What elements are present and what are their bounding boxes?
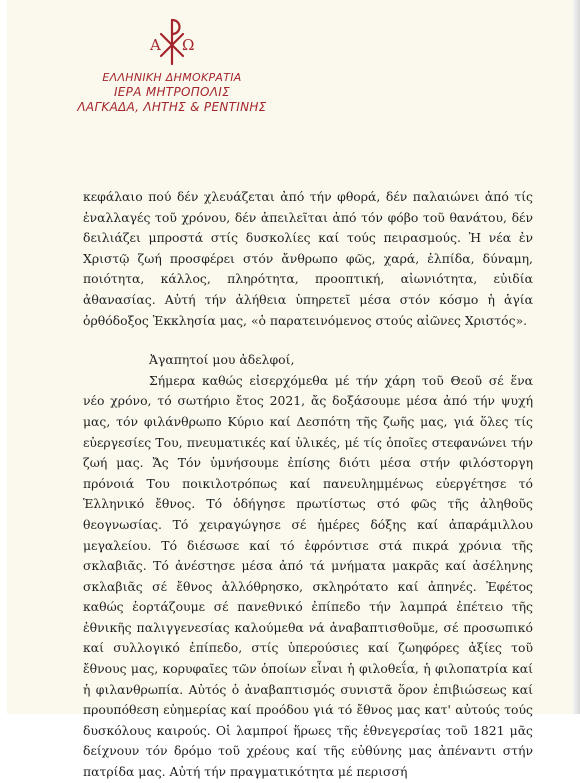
svg-text:Α: Α xyxy=(150,36,161,54)
letterhead-line-2: ΙΕΡΑ ΜΗΤΡΟΠΟΛΙΣ xyxy=(113,85,231,99)
paragraph-1: κεφάλαιο πού δέν χλευάζεται ἀπό τήν φθορά, δέν παλαιώνει ἀπό τίς ἐναλλαγές τοῦ χρόνου, δέν ἀπειλεῖται ἀπό τόν φόβο τοῦ θανάτου, δέν δειλιάζει μπροστά στίς δυσκολίες καί τούς πειρασμούς. Ἡ νέα ἐν Χριστῷ ζωή προσφέρει στόν ἄνθρωπο φῶς, χαρά, ἐλπίδα, δύναμη, ποιότητα, κάλλος, πληρότητα, προοπτική, αἰωνιότητα, εὐιδία ἀθανασίας. Αὐτή τήν ἀλήθεια ὑπηρετεῖ μέσα στόν κόσμο ἡ ἁγία ὀρθόδοξος Ἐκκλησία μας, «ὁ παρατεινόμενος στούς αἰῶνες Χριστός». xyxy=(83,189,533,328)
chi-rho-alpha-omega-icon xyxy=(149,14,195,68)
svg-text:Ω: Ω xyxy=(182,36,195,54)
letterhead-line-3: ΛΑΓΚΑΔΑ, ΛΗΤΗΣ & ΡΕΝΤΙΝΗΣ xyxy=(77,100,267,114)
letter-body xyxy=(83,187,533,783)
letterhead xyxy=(7,14,337,115)
page-edge xyxy=(573,0,580,714)
paragraph-2: Σήμερα καθώς εἰσερχόμεθα μέ τήν χάρη τοῦ Θεοῦ σέ ἕνα νέο χρόνο, τό σωτήριο ἔτος 2021, ἄς δοξάσουμε μέσα ἀπό τήν ψυχή μας, τόν φιλάνθρωπο Κύριο καί Δεσπότη τῆς ζωῆς μας, γιά ὅλες τίς εὐεργεσίες Του, πνευματικές καί ὑλικές, μέ τίς ὁποῖες στεφανώνει τήν ζωή μας. Ἄς Τόν ὑμνήσουμε ἐπίσης διότι μέσα στήν φιλόστοργη πρόνοιά Του ποικιλοτρόπως καί πανευλημμένως εὐεργέτησε τό Ἑλληνικό ἔθνος. Τό ὁδήγησε πρωτίστως στό φῶς τῆς ἀληθοῦς θεογνωσίας. Τό χειραγώγησε σέ ἡμέρες δόξης καί ἀπαράμιλλου μεγαλείου. Τό διέσωσε καί τό ἐφρόντισε στά πικρά χρόνια τῆς σκλαβιᾶς. Τό ἀνέστησε μέσα ἀπό τά μνήματα μακρᾶς καί ἀσέληνης σκλαβιᾶς σέ ἔθνος ἀλλόθρησκο, σκληρότατο καί ἀπηνές. Ἐφέτος καθώς ἑορτάζουμε σέ πανεθνικό ἐπίπεδο τήν λαμπρά ἐπέτειο τῆς ἐθνικῆς παλιγγενεσίας καλούμεθα νά ἀναβαπτισθοῦμε, σέ προσωπικό καί συλλογικό ἐπίπεδο, στίς ὑπερούσιες καί ζωηφόρες ἀξίες τοῦ ἔθνους μας, κορυφαῖες τῶν ὁποίων εἶναι ἡ φιλοθεΐα, ἡ φιλοπατρία καί ἡ φιλανθρωπία. Αὐτός ὁ ἀναβαπτισμός συνιστᾶ ὅρον ἐπιβιώσεως καί προυπόθεση εὐημερίας καί προόδου γιά τό ἔθνος μας κατ' αὐτούς τούς δυσκόλους καιρούς. Οἱ λαμπροί ἥρωες τῆς ἐθνεγερσίας τοῦ 1821 μᾶς δείχνουν τόν δρόμο τοῦ χρέους καί τῆς εὐθύνης μας ἀπέναντι στήν πατρίδα μας. Αὐτή τήν πραγματικότητα μέ περισσή xyxy=(83,372,533,780)
letterhead-line-1: ΕΛΛΗΝΙΚΗ ΔΗΜΟΚΡΑΤΙΑ xyxy=(102,71,242,84)
salutation: Ἀγαπητοί μου ἀδελφοί, xyxy=(149,352,295,368)
document-page xyxy=(7,0,573,780)
